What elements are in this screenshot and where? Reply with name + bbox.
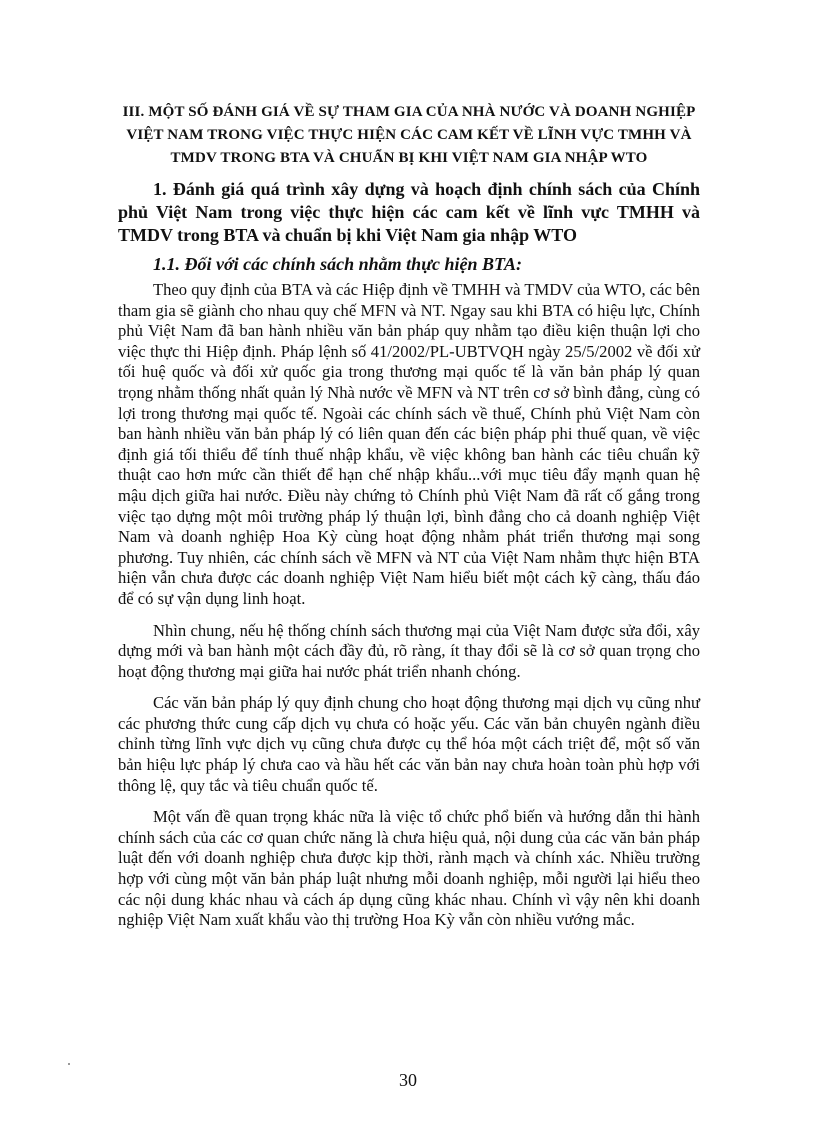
scan-artifact <box>68 1063 70 1065</box>
paragraph: Nhìn chung, nếu hệ thống chính sách thương mại của Việt Nam được sửa đổi, xây dựng mới và ban hành một cách đầy đủ, rõ ràng, ít thay đổi sẽ là cơ sở quan trọng cho hoạt động thương mại giữa hai nước phát triển nhanh chóng. <box>118 620 700 681</box>
page-number: 30 <box>399 1070 417 1090</box>
subsection-heading: 1. Đánh giá quá trình xây dựng và hoạch định chính sách của Chính phủ Việt Nam trong việc thực hiện các cam kết về lĩnh vực TMHH và TMDV trong BTA và chuẩn bị khi Việt Nam gia nhập WTO <box>118 179 700 245</box>
paragraph: Các văn bản pháp lý quy định chung cho hoạt động thương mại dịch vụ cũng như các phương thức cung cấp dịch vụ chưa có hoặc yếu. Các văn bản chuyên ngành điều chỉnh từng lĩnh vực dịch vụ cũng chưa được cụ thể hóa một cách triệt để, một số văn bản hiệu lực pháp lý chưa cao và hầu hết các văn bản nay chưa hoàn toàn phù hợp với thông lệ, quy tắc và tiêu chuẩn quốc tế. <box>118 693 700 795</box>
page-content <box>118 101 700 931</box>
subsubsection-heading: 1.1. Đối với các chính sách nhằm thực hiện BTA: <box>153 254 522 274</box>
paragraph: Theo quy định của BTA và các Hiệp định về TMHH và TMDV của WTO, các bên tham gia sẽ giành cho nhau quy chế MFN và NT. Ngay sau khi BTA có hiệu lực, Chính phủ Việt Nam đã ban hành nhiều văn bản pháp quy nhằm tạo điều kiện thuận lợi cho việc thực thi Hiệp định. Pháp lệnh số 41/2002/PL-UBTVQH ngày 25/5/2002 về đối xử tối huệ quốc và đối xử quốc gia trong thương mại quốc tế là văn bản pháp lý quan trọng nhằm thống nhất quản lý Nhà nước về MFN và NT trên cơ sở bình đẳng, cùng có lợi trong thương mại quốc tế. Ngoài các chính sách về thuế, Chính phủ Việt Nam còn ban hành nhiều văn bản pháp lý có liên quan đến các biện pháp phi thuế quan, về việc định giá tối thiểu để tính thuế nhập khẩu, về việc không ban hành các tiêu chuẩn kỹ thuật cao hơn mức cần thiết để hạn chế nhập khẩu...với mục tiêu đẩy mạnh quan hệ mậu dịch giữa hai nước. Điều này chứng tỏ Chính phủ Việt Nam đã rất cố gắng trong việc tạo dựng một môi trường pháp lý thuận lợi, bình đẳng cho cả doanh nghiệp Việt Nam và doanh nghiệp Hoa Kỳ cùng hoạt động nhằm phát triển thương mại song phương. Tuy nhiên, các chính sách về MFN và NT của Việt Nam nhằm thực hiện BTA hiện vẫn chưa được các doanh nghiệp Việt Nam hiểu biết một cách kỹ càng, thấu đáo để có sự vận dụng linh hoạt. <box>118 280 700 608</box>
paragraph: Một vấn đề quan trọng khác nữa là việc tổ chức phổ biến và hướng dẫn thi hành chính sách của các cơ quan chức năng là chưa hiệu quả, nội dung của các văn bản pháp luật đến với doanh nghiệp chưa được kịp thời, rành mạch và chính xác. Nhiều trường hợp với cùng một văn bản pháp luật nhưng mỗi doanh nghiệp, mỗi người lại hiểu theo các nội dung khác nhau và cách áp dụng cũng khác nhau. Chính vì vậy nên khi doanh nghiệp Việt Nam xuất khẩu vào thị trường Hoa Kỳ vẫn còn nhiều vướng mắc. <box>118 807 700 930</box>
section-heading: III. MỘT SỐ ĐÁNH GIÁ VỀ SỰ THAM GIA CỦA NHÀ NƯỚC VÀ DOANH NGHIỆP VIỆT NAM TRONG VIỆC THỰC HIỆN CÁC CAM KẾT VỀ LĨNH VỰC TMHH VÀ TMDV TRONG BTA VÀ CHUẨN BỊ KHI VIỆT NAM GIA NHẬP WTO <box>122 104 696 166</box>
